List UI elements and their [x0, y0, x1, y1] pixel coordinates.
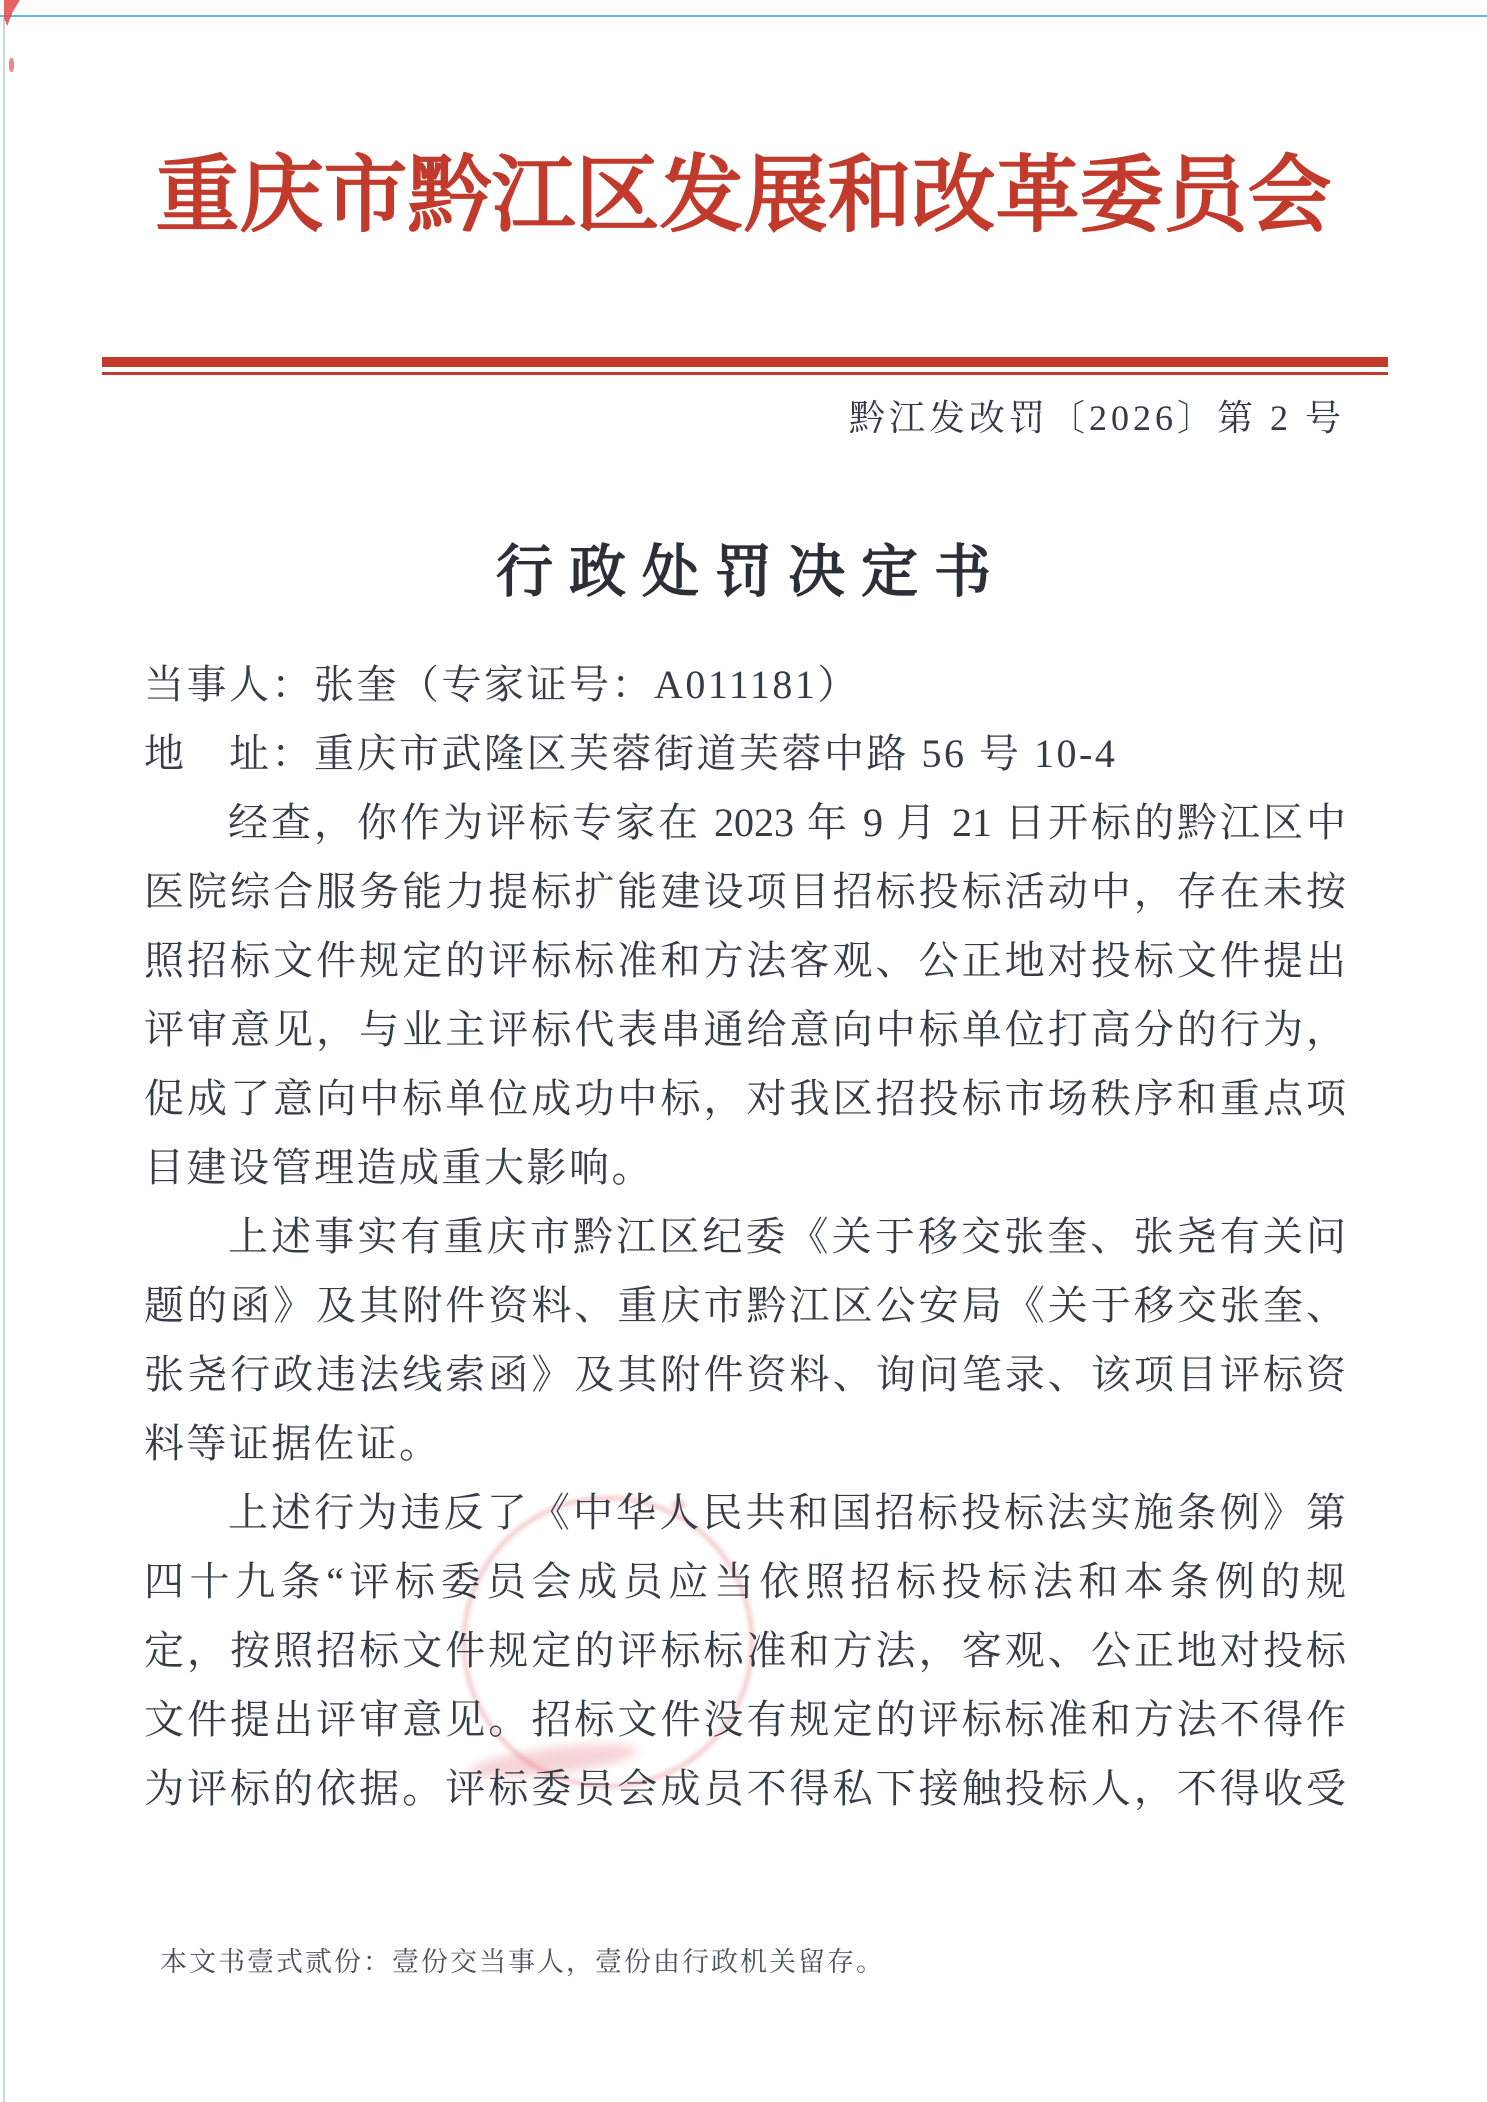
- scan-artifact-corner-mark: [4, 0, 20, 26]
- body-line-4: 医院综合服务能力提标扩能建设项目招标投标活动中，存在未按: [144, 869, 1346, 914]
- body-line-8: 目建设管理造成重大影响。: [144, 1145, 654, 1190]
- scan-artifact-left-edge-line: [3, 16, 5, 2102]
- document-title: 行政处罚决定书: [496, 541, 1007, 604]
- body-line-6: 评审意见，与业主评标代表串通给意向中标单位打高分的行为，: [144, 1007, 1346, 1052]
- letterhead-org-name: 重庆市黔江区发展和改革委员会: [155, 150, 1332, 243]
- body-line-13: 上述行为违反了《中华人民共和国招标投标法实施条例》第: [228, 1490, 1346, 1535]
- body-line-3: 经查，你作为评标专家在 2023 年 9 月 21 日开标的黔江区中: [228, 800, 1346, 845]
- body-line-1: 当事人：张奎（专家证号：A011181）: [144, 662, 860, 707]
- body-line-12: 料等证据佐证。: [144, 1421, 442, 1466]
- scan-artifact-fleck: [9, 58, 14, 72]
- body-line-5: 照招标文件规定的评标标准和方法客观、公正地对投标文件提出: [144, 938, 1346, 983]
- letterhead-rule-thin: [102, 372, 1388, 375]
- footer-copies-note: 本文书壹式贰份：壹份交当事人，壹份由行政机关留存。: [160, 1947, 885, 1977]
- body-line-14: 四十九条“评标委员会成员应当依照招标投标法和本条例的规: [144, 1559, 1346, 1604]
- scan-artifact-top-line: [0, 15, 1487, 17]
- body-line-16: 文件提出评审意见。招标文件没有规定的评标标准和方法不得作: [144, 1697, 1346, 1742]
- body-text: [144, 650, 1346, 1823]
- body-line-10: 题的函》及其附件资料、重庆市黔江区公安局《关于移交张奎、: [144, 1283, 1346, 1328]
- body-line-2: 地 址：重庆市武隆区芙蓉街道芙蓉中路 56 号 10-4: [144, 731, 1118, 776]
- body-line-9: 上述事实有重庆市黔江区纪委《关于移交张奎、张尧有关问: [228, 1214, 1346, 1259]
- body-line-15: 定，按照招标文件规定的评标标准和方法，客观、公正地对投标: [144, 1628, 1346, 1673]
- document-number: 黔江发改罚〔2026〕第 2 号: [848, 398, 1345, 438]
- body-line-7: 促成了意向中标单位成功中标，对我区招投标市场秩序和重点项: [144, 1076, 1346, 1121]
- body-line-17: 为评标的依据。评标委员会成员不得私下接触投标人，不得收受: [144, 1766, 1346, 1811]
- body-line-11: 张尧行政违法线索函》及其附件资料、询问笔录、该项目评标资: [144, 1352, 1346, 1397]
- letterhead-rule-thick: [102, 357, 1388, 367]
